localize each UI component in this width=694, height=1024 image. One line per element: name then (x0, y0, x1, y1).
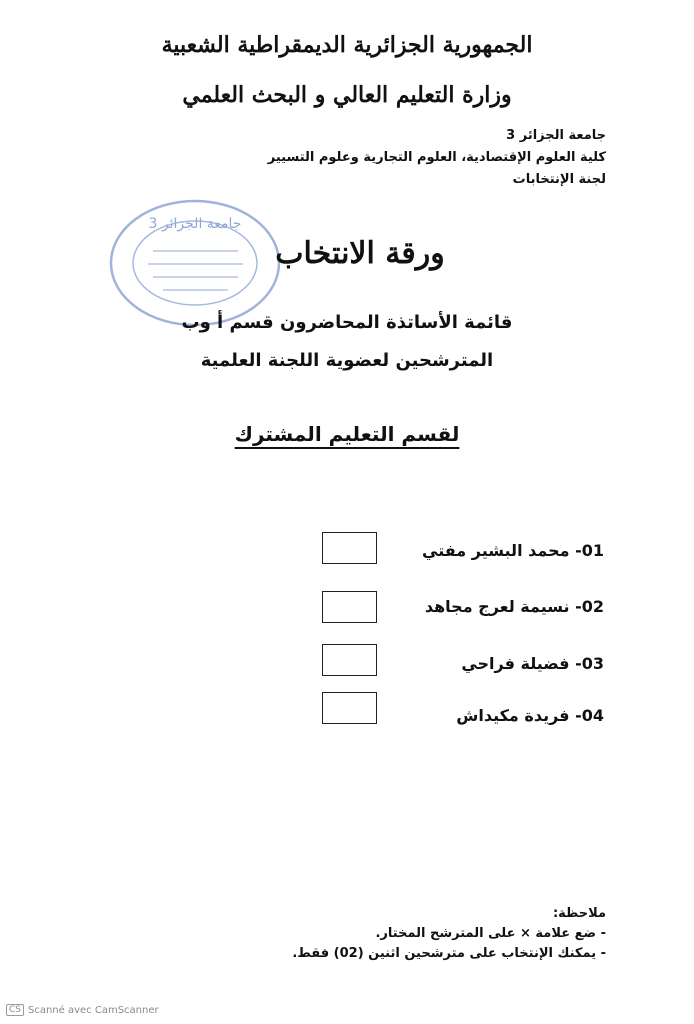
note-line-1: - ضع علامة × على المترشح المختار. (375, 926, 606, 941)
candidate-name-3: 03- فضيلة فراحي (461, 654, 604, 673)
faculty-name: كلية العلوم الإقتصادية، العلوم التجارية وعلوم التسيير (267, 150, 606, 165)
scanner-watermark (6, 1004, 159, 1016)
note-title: ملاحظة: (552, 906, 606, 921)
ministry-heading: وزارة التعليم العالي و البحث العلمي (182, 82, 512, 108)
ballot-title: ورقة الانتخاب (275, 236, 445, 271)
candidate-name-2: 02- نسيمة لعرج مجاهد (424, 597, 604, 616)
republic-heading: الجمهورية الجزائرية الديمقراطية الشعبية (161, 32, 533, 58)
department-title (0, 422, 694, 446)
candidate-name-4: 04- فريدة مكيداش (456, 706, 604, 725)
camscanner-icon: CS (6, 1004, 24, 1016)
note-line-2: - يمكنك الإنتخاب على مترشحين اثنين (02) فقط. (292, 946, 606, 961)
department-title-text: لقسم التعليم المشترك (234, 422, 460, 446)
candidate-name-1: 01- محمد البشير مفتي (422, 541, 604, 560)
list-title-line2: المترشحين لعضوية اللجنة العلمية (200, 350, 494, 371)
list-title-line1: قائمة الأساتذة المحاضرون قسم أ وب (181, 312, 513, 333)
candidate-checkbox-2[interactable] (322, 591, 377, 623)
candidate-checkbox-3[interactable] (322, 644, 377, 676)
candidate-checkbox-4[interactable] (322, 692, 377, 724)
university-name: جامعة الجزائر 3 (506, 128, 606, 143)
scanner-text: Scanné avec CamScanner (28, 1004, 159, 1016)
election-committee: لجنة الإنتخابات (512, 172, 606, 187)
stamp-text: جامعة الجزائر 3 (148, 216, 242, 232)
candidate-checkbox-1[interactable] (322, 532, 377, 564)
